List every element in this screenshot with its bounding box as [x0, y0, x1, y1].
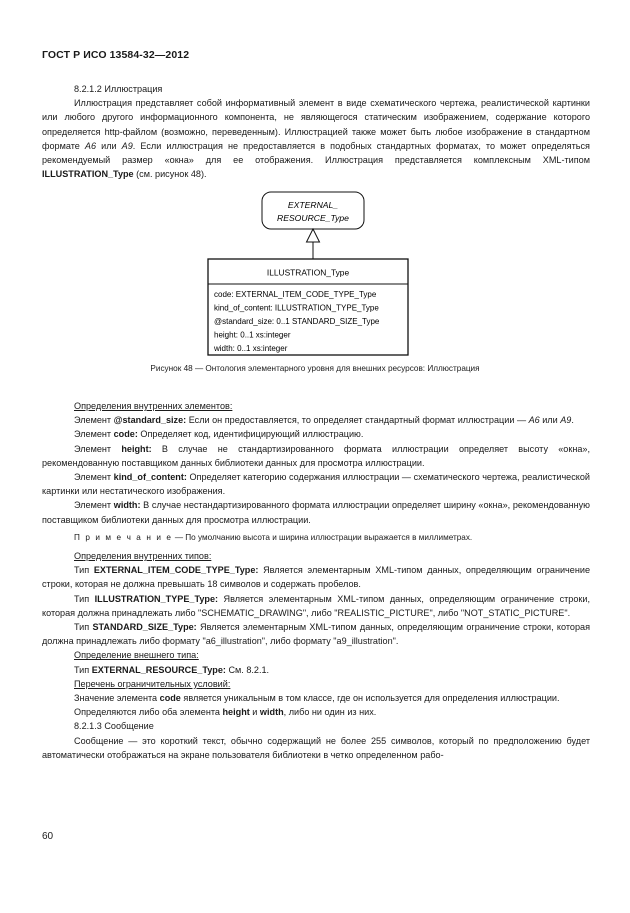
message-paragraph: Сообщение — это короткий текст, обычно содержащий не более 255 символов, который по предположению будет автоматически отображаться на экране пользователя библиотеки в четко определенном рабо- [42, 735, 590, 760]
constraint-prefix: Значение элемента [74, 693, 160, 704]
element-text: Определяет категорию содержания иллюстрации — схематического чертежа, реалистической картинки или нестатического изображения. [42, 472, 590, 497]
element-kind-of-content [42, 470, 590, 498]
type-external-item-code [42, 563, 590, 591]
type-name: EXTERNAL_ITEM_CODE_TYPE_Type: [93, 565, 259, 576]
attr-standard-size: @standard_size: 0..1 STANDARD_SIZE_Type [214, 317, 380, 326]
element-standard-size [42, 413, 590, 427]
element-text: В случае нестандартизированного формата иллюстрации определяет ширину «окна», рекомендованную поставщиком библиотеки данных для просмотра иллюстрации. [42, 500, 590, 525]
constraint-height: height [222, 707, 250, 718]
type-standard-size [42, 620, 590, 648]
constraint-prefix: Определяются либо оба элемента [74, 707, 223, 718]
label-prefix: Элемент [74, 472, 114, 483]
document-header: ГОСТ Р ИСО 13584-32—2012 [42, 49, 190, 61]
element-end: . [571, 415, 574, 426]
element-code [42, 427, 590, 441]
note-label: П р и м е ч а н и е [74, 532, 173, 542]
type-text: Является элементарным XML-типом данных, определяющим ограничение строки, которая должна принадлежать либо "SCHEMATIC_DRAWING", либо "REALISTIC_PICTURE", либо "NOT_STATIC_PICTURE". [42, 593, 590, 618]
constraint-code-unique [42, 691, 590, 705]
constraint-text: является уникальным в том классе, где он используется для определения иллюстрации. [180, 693, 560, 704]
intro-text-start: Иллюстрация представляет собой информативный элемент в виде схематического чертежа, реалистической картинки или любого другого информационного компонента, не являющегося статическим изображением, содержание которого определяется http-файлом (возможно, переведенным). Иллюстрацией также может быть любое изображение в стандартном формате [42, 98, 590, 151]
parent-class-name-line2: RESOURCE_Type [277, 213, 349, 223]
inner-elements-heading: Определения внутренних элементов: [74, 401, 233, 411]
type-name: EXTERNAL_RESOURCE_Type: [91, 664, 226, 675]
element-name: height: [121, 443, 152, 454]
element-name: code: [113, 429, 138, 440]
type-text: См. 8.2.1. [225, 664, 270, 675]
outer-type-heading: Определение внешнего типа: [74, 650, 199, 661]
attr-height: height: 0..1 xs:integer [214, 330, 291, 340]
label-prefix: Тип [74, 593, 95, 604]
element-height [42, 442, 590, 470]
parent-class-name-line1: EXTERNAL_ [287, 200, 339, 210]
format-a6: A6 [84, 140, 97, 151]
parent-class-box [262, 192, 364, 229]
label-prefix: Элемент [74, 443, 122, 454]
format-a9: A9 [560, 415, 572, 426]
constraints-heading: Перечень ограничительных условий: [74, 678, 231, 689]
format-a6: A6 [528, 415, 540, 426]
type-text: Является элементарным XML-типом данных, определяющим ограничение строки, которая не должна превышать 18 символов и содержать пробелов. [42, 565, 590, 590]
element-or: или [539, 415, 561, 426]
type-name: ILLUSTRATION_TYPE_Type: [94, 593, 219, 604]
constraint-element: code [159, 693, 181, 704]
constraint-width: width [259, 707, 284, 718]
note-text: — По умолчанию высота и ширина иллюстрации выражается в миллиметрах. [172, 532, 473, 542]
label-prefix: Тип [74, 664, 92, 675]
format-a9: A9 [121, 140, 133, 151]
intro-or: или [96, 140, 122, 151]
class-name: ILLUSTRATION_Type [266, 267, 350, 278]
element-width [42, 498, 590, 526]
constraint-and: и [249, 707, 260, 718]
label-prefix: Элемент [74, 500, 114, 511]
type-text: Является элементарным XML-типом данных, определяющим ограничение строки, которая должна принадлежать либо формату "a6_illustration", либо формату "a9_illustration". [42, 622, 590, 647]
section-title-8212: 8.2.1.2 Иллюстрация [74, 84, 163, 94]
element-name: kind_of_content: [113, 472, 187, 483]
label-prefix: Элемент [74, 415, 114, 426]
figure-caption: Рисунок 48 — Онтология элементарного уровня для внешних ресурсов: Иллюстрация [150, 364, 480, 373]
intro-text-end: (см. рисунок 48). [133, 169, 207, 180]
intro-type-name: ILLUSTRATION_Type [42, 169, 134, 180]
definitions-block [42, 399, 590, 762]
element-text: Если он предоставляется, то определяет стандартный формат иллюстрации — [186, 415, 529, 426]
type-external-resource [42, 663, 590, 677]
type-illustration-type [42, 592, 590, 620]
attr-kind-of-content: kind_of_content: ILLUSTRATION_TYPE_Type [214, 303, 379, 313]
element-name: @standard_size: [113, 415, 187, 426]
inheritance-arrow [307, 229, 320, 242]
label-prefix: Тип [74, 622, 93, 633]
attr-code: code: EXTERNAL_ITEM_CODE_TYPE_Type [214, 290, 377, 299]
element-text: В случае не стандартизированного формата иллюстрации определяет высоту «окна», рекомендованную поставщиком данных библиотеки данных для просмотра иллюстрации. [42, 443, 591, 468]
inner-types-heading: Определения внутренних типов: [74, 551, 212, 562]
page-number: 60 [42, 831, 54, 842]
element-text: Определяет код, идентифицирующий иллюстрацию. [137, 429, 364, 440]
type-name: STANDARD_SIZE_Type: [92, 622, 197, 633]
constraint-height-width [42, 705, 590, 719]
attr-width: width: 0..1 xs:integer [214, 344, 288, 353]
section-title-8213: 8.2.1.3 Сообщение [74, 721, 154, 732]
label-prefix: Элемент [74, 429, 114, 440]
label-prefix: Тип [74, 565, 94, 576]
intro-text-mid: . Если иллюстрация не предоставляется в подобных стандартных форматах, то может определяться рекомендуемый размер «окна» для ее отображения. Иллюстрация представляется комплексным XML-типом [42, 140, 590, 166]
note [42, 531, 590, 545]
element-name: width: [113, 500, 141, 511]
constraint-text: , либо ни один из них. [283, 707, 377, 718]
